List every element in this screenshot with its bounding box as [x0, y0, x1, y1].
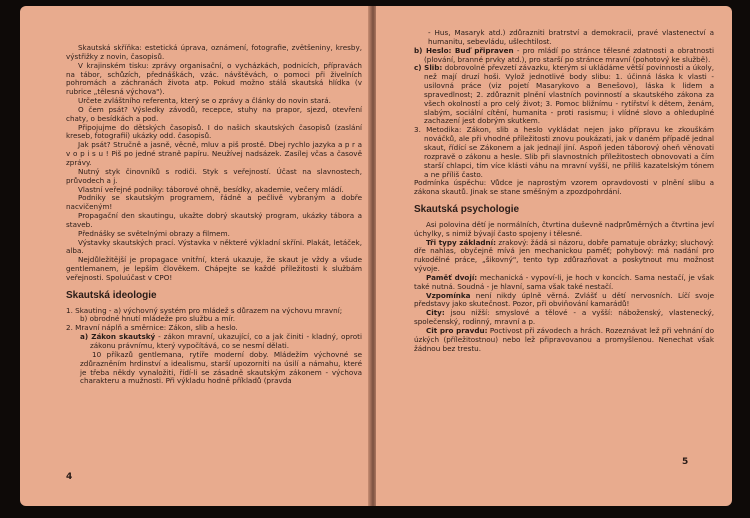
term-text: Poctivost při závodech a hrách. Rozeznávat lež při vehnání do úzkých (příležitostnou) nebo lež připravovanou a promyšlenou. Nenechat však žádnou bez trestu.: [414, 326, 714, 353]
term-label: City:: [426, 308, 445, 318]
paragraph: [414, 309, 714, 327]
term-label: a) Zákon skautský: [80, 332, 156, 342]
paragraph: Nejdůležitější je propagace vnitřní, která ukazuje, že skaut je vždy a všude gentlemanem, je lepším člověkem. Chápejte se každé příležitosti k službám veřejnosti. Spoluúčast v CPO!: [66, 255, 362, 282]
paragraph: Jak psát? Stručně a jasně, věcně, mluv a piš prostě. Dbej rychlo jazyka a p r a v o p i s u ! Piš po jedné straně papíru. Neužívej nadsázek. Zasílej včas a časově zprávy.: [66, 140, 362, 167]
term-text: dobrovolné převzetí závazku, kterým si ukládáme větší povinnosti a úkoly, než mají druzí hoši. Vylož jednotlivé body slibu: 1. účinná láska k vlasti - usilovná práce (viz pojetí Masarykovo a Benešovo), láska k lidem a spravedlnost; 2. zdůraznit plnění vlastních povinností a skautského zákona za všech okolností a pro celý život; 3. Pomoc bližnímu - rytířství k dětem, ženám, slabým, sociální cítění, humanita - proti rasismu; i vlídné slovo a ohleduplné zachazení jest dobrým skutkem.: [424, 63, 714, 126]
list-item: [66, 333, 362, 351]
term-text: mechanická - vypoví-li, je hoch v koncích. Sama nestačí, je však také nutná. Soudná - je hlavní, sama však také nestačí.: [414, 272, 714, 291]
list-item: [414, 64, 714, 126]
term-label: Tři typy základní:: [426, 237, 497, 247]
term-label: Vzpomínka: [426, 290, 471, 300]
right-page-text: [414, 29, 714, 354]
paragraph: Vlastní veřejné podniky: táborové ohně, besídky, akademie, večery mládí.: [78, 184, 344, 194]
paragraph: Skautská skříňka: estetická úprava, oznámení, fotografie, zvětšeniny, kresby, výstřižky z novin, časopisů.: [66, 43, 362, 61]
paragraph: Přednášky se světelnými obrazy a filmem.: [78, 228, 230, 238]
term-text: zrakový: žádá si názoru, dobře pamatuje obrázky; sluchový: dře nahlas, obyčejně mívá jen mechanickou paměť; pohybový: má nadání pro rukodělné práce, „šikovný", tento typ zdůrazňovat a poskytnout mu možnost vývoje.: [414, 237, 714, 274]
paragraph: Podmínka úspěchu: Vůdce je naprostým vzorem opravdovosti v plnění slibu a zákona skautů. Jinak se stane směšným a zpozdpohrdání.: [414, 178, 714, 197]
paragraph: Asi polovina dětí je normálních, čtvrtina duševně nadprůměrných a čtvrtina jeví úchylky, s nimiž bývají často spojeny i tělesné.: [414, 219, 714, 238]
paragraph: [414, 274, 714, 292]
section-heading: Skautská psychologie: [414, 204, 520, 216]
paragraph: Připojujme do dětských časopisů. I do našich skautských časopisů (zaslání kreseb, fotografií) ukázky odd. časopisů.: [66, 122, 362, 141]
paragraph: 10 příkazů gentlemana, rytíře moderní doby. Mládežím výchovné se zdůrazněním hrdinství a idealismu, starší upozorniti na úsilí a námahu, které je třeba někdy vynaložiti, řídí-li se zásadně skautským zákonem - výchova charakteru a mužnosti. Při výkladu hodně příkladů (pravda: [80, 349, 362, 386]
term-label: Paměť dvojí:: [426, 272, 478, 282]
page-number: 4: [66, 472, 73, 482]
term-text: není nikdy úplně věrná. Zvlášť u dětí nervosních. Líčí svoje představy jako skutečnost. Pozor, při obviňování kamarádů!: [414, 290, 714, 309]
list-item: 3. Metodika: Zákon, slib a heslo vykládat nejen jako přípravu ke zkouškám nováčků, ale při vhodné příležitosti znovu poukázati, jak v daném případě jednal skaut, řídící se Zákonem a jak jednají jiní. Aspoň jeden táborový oheň věnovati rozpravě o zákonu a hesle. Slib při slavnostních příležitostech obnovovati a čím starší chlapci, tím více klásti váhu na mravní vyšší, ne příliš kazatelským tónem a ne příliš často.: [414, 125, 714, 179]
section-heading: Skautská ideologie: [66, 289, 157, 301]
list-item: 2. Mravní náplň a směrnice: Zákon, slib a heslo.: [66, 323, 238, 333]
paragraph: [414, 327, 714, 354]
paragraph: O čem psát? Výsledky závodů, recepce, stuhy na prapor, sjezd, otevření chaty, o besídkách a pod.: [66, 104, 362, 123]
list-item: 1. Skauting - a) výchovný systém pro mládež s důrazem na výchovu mravní;: [66, 305, 343, 315]
term-label: Cit pro pravdu:: [426, 326, 488, 335]
paragraph: - Hus, Masaryk atd.) zdůrazniti bratrství a demokracii, pravé vlastenectví a humanitu, sebevládu, ušlechtilost.: [428, 28, 714, 46]
right-page: [376, 6, 732, 506]
page-number: 5: [682, 457, 689, 467]
paragraph: Podniky se skautským programem, řádně a pečlivě vybraným a dobře nacvičeným!: [66, 193, 362, 212]
list-item: [414, 47, 714, 65]
paragraph: Určete zvláštního referenta, který se o zprávy a články do novin stará.: [78, 96, 331, 106]
term-label: b) Heslo: Buď připraven: [414, 45, 514, 55]
left-page: [20, 6, 372, 506]
left-page-text: [66, 44, 362, 386]
term-label: c) Slib:: [414, 63, 443, 73]
paragraph: Nutný styk činovníků s rodiči. Styk s veřejností. Účast na slavnostech, průvodech a j.: [66, 166, 362, 185]
paragraph: [414, 239, 714, 274]
term-text: - zákon mravní, ukazující, co a jak činiti - kladný, oproti zákonu právnímu, který vypočítává, co se nesmí dělati.: [90, 332, 362, 350]
paragraph: Propagační den skautingu, ukažte dobrý skautský program, ukázky tábora a staveb.: [66, 211, 362, 229]
paragraph: [414, 292, 714, 310]
paragraph: V krajinském tisku: zprávy organisační, o vycházkách, podnicích, přípravách na tábor, schůzích, přednáškách, vzác. návštěvách, o pomoci při živelních pohromách a záchranách života atp. Pokud možno stálá skautská hlídka (v rubrice „tělesná výchova").: [66, 60, 362, 97]
list-item: b) obrodné hnutí mládeže pro službu a mír.: [80, 314, 236, 324]
term-text: - pro mládí po stránce tělesné zdatnosti a obratnosti (plování, branné prvky atd.), pro starší po stránce mravní (pohotový ke službě).: [424, 45, 714, 64]
paragraph: Výstavky skautských prací. Výstavka v některé výkladní skříni. Plakát, letáček, alba.: [66, 237, 362, 256]
term-text: jsou nižší: smyslové a tělové - a vyšší: náboženský, vlastenecký, společenský, rodinný, mravní a p.: [414, 308, 714, 327]
